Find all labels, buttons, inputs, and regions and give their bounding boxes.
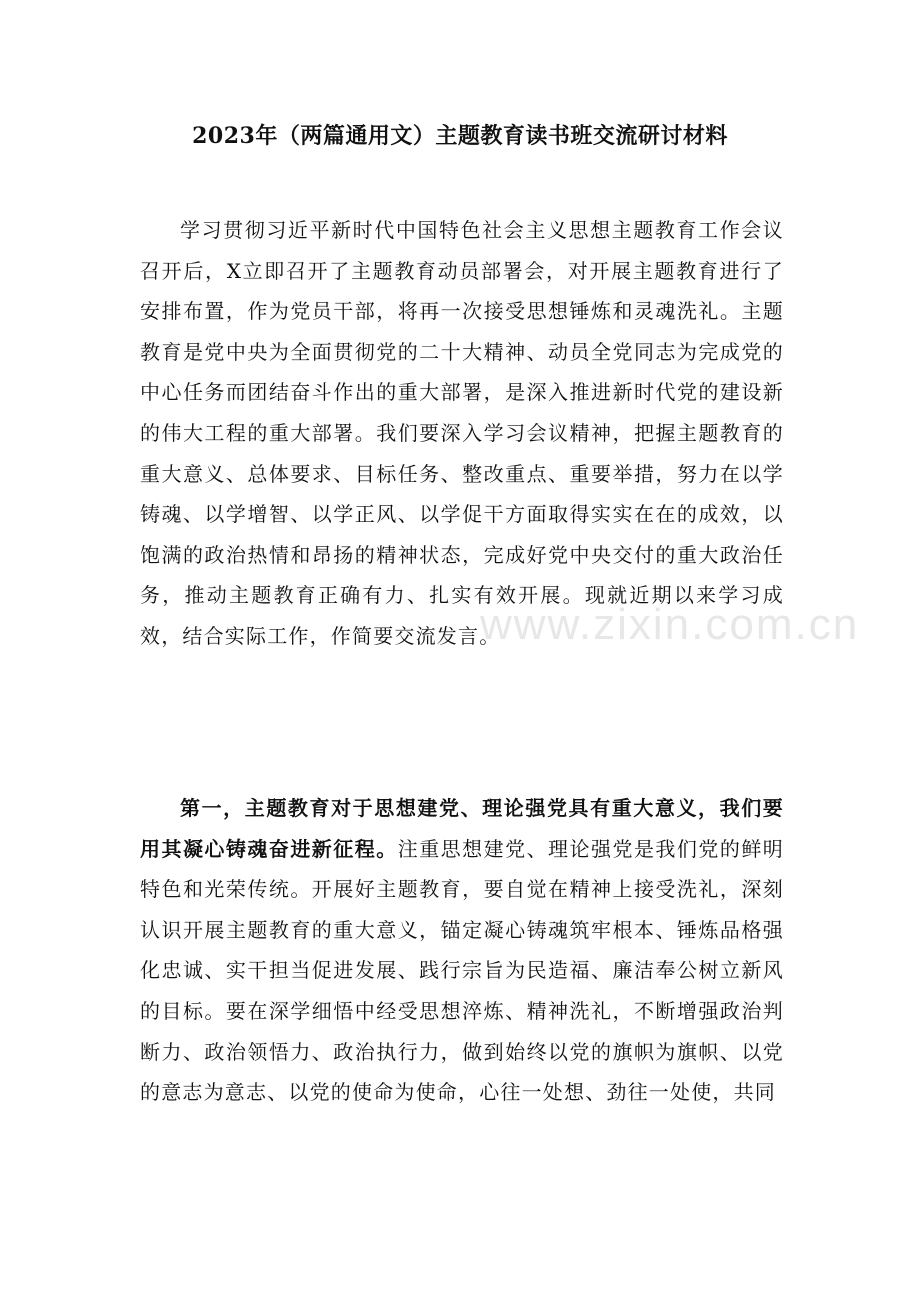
- paragraph-first-point-lead: 第一，主题教育对于思想建党、理论强党具有重大意义，我们要用其凝心铸魂奋进新征程。: [140, 796, 784, 861]
- document-title: 2023年（两篇通用文）主题教育读书班交流研讨材料: [192, 123, 728, 149]
- watermark: www.zixin.com.cn: [480, 600, 860, 649]
- paragraph-first-point-body: 注重思想建党、理论强党是我们党的鲜明特色和光荣传统。开展好主题教育，要自觉在精神上接受洗礼，深刻认识开展主题教育的重大意义，锚定凝心铸魂筑牢根本、锤炼品格强化忠诚、实干担当促进发展、践行宗旨为民造福、廉洁奉公树立新风的目标。要在深学细悟中经受思想淬炼、精神洗礼，不断增强政治判断力、政治领悟力、政治执行力，做到始终以党的旗帜为旗帜、以党的意志为意志、以党的使命为使命，心往一处想、劲往一处使，共同: [140, 836, 784, 1105]
- paragraph-intro: 学习贯彻习近平新时代中国特色社会主义思想主题教育工作会议召开后，X立即召开了主题教育动员部署会，对开展主题教育进行了安排布置，作为党员干部，将再一次接受思想锤炼和灵魂洗礼。主题教育是党中央为全面贯彻党的二十大精神、动员全党同志为完成党的中心任务而团结奋斗作出的重大部署，是深入推进新时代党的建设新的伟大工程的重大部署。我们要深入学习会议精神，把握主题教育的重大意义、总体要求、目标任务、整改重点、重要举措，努力在以学铸魂、以学增智、以学正风、以学促干方面取得实实在在的成效，以饱满的政治热情和昂扬的精神状态，完成好党中央交付的重大政治任务，推动主题教育正确有力、扎实有效开展。现就近期以来学习成效，结合实际工作，作简要交流发言。: [140, 218, 784, 648]
- paragraph-first-point: [140, 788, 784, 1113]
